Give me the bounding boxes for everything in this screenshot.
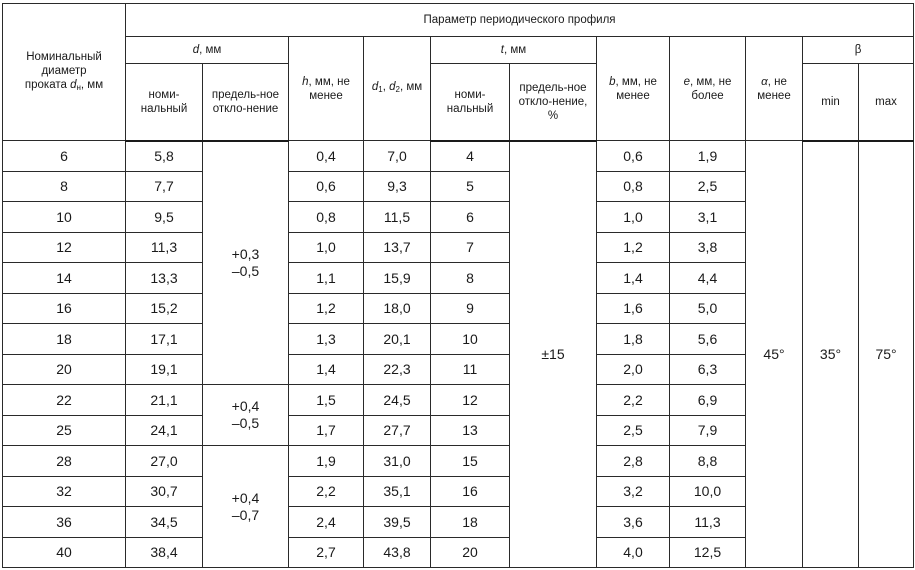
header-d-nominal: номи-нальный bbox=[126, 64, 203, 141]
cell-h: 1,0 bbox=[289, 232, 364, 263]
cell-e: 5,6 bbox=[670, 324, 746, 355]
cell-d-nominal: 17,1 bbox=[126, 324, 203, 355]
cell-d-nominal: 9,5 bbox=[126, 202, 203, 233]
cell-t-nominal: 4 bbox=[431, 141, 510, 172]
cell-b: 2,0 bbox=[597, 354, 670, 385]
cell-e: 2,5 bbox=[670, 171, 746, 202]
cell-t-nominal: 5 bbox=[431, 171, 510, 202]
cell-e: 6,9 bbox=[670, 385, 746, 416]
cell-h: 2,7 bbox=[289, 537, 364, 568]
header-alpha: α, не менее bbox=[746, 37, 803, 141]
header-t-nominal: номи-нальный bbox=[431, 64, 510, 141]
cell-nominal-diameter: 14 bbox=[3, 263, 126, 294]
cell-nominal-diameter: 16 bbox=[3, 293, 126, 324]
header-beta-min: min bbox=[803, 64, 859, 141]
cell-b: 1,8 bbox=[597, 324, 670, 355]
cell-nominal-diameter: 25 bbox=[3, 415, 126, 446]
cell-t-nominal: 10 bbox=[431, 324, 510, 355]
header-profile-group: Параметр периодического профиля bbox=[126, 4, 914, 37]
cell-b: 1,0 bbox=[597, 202, 670, 233]
cell-d1-d2: 39,5 bbox=[364, 507, 431, 538]
table-row bbox=[3, 141, 914, 172]
cell-d1-d2: 15,9 bbox=[364, 263, 431, 294]
cell-d-nominal: 19,1 bbox=[126, 354, 203, 385]
cell-b: 2,2 bbox=[597, 385, 670, 416]
cell-b: 0,8 bbox=[597, 171, 670, 202]
header-e: e, мм, не более bbox=[670, 37, 746, 141]
header-beta-max: max bbox=[859, 64, 914, 141]
cell-d-nominal: 38,4 bbox=[126, 537, 203, 568]
cell-nominal-diameter: 40 bbox=[3, 537, 126, 568]
cell-b: 1,6 bbox=[597, 293, 670, 324]
cell-d1-d2: 43,8 bbox=[364, 537, 431, 568]
cell-b: 1,2 bbox=[597, 232, 670, 263]
cell-b: 3,6 bbox=[597, 507, 670, 538]
cell-d-nominal: 7,7 bbox=[126, 171, 203, 202]
cell-h: 0,8 bbox=[289, 202, 364, 233]
table-body bbox=[3, 141, 914, 568]
cell-d1-d2: 11,5 bbox=[364, 202, 431, 233]
cell-h: 0,4 bbox=[289, 141, 364, 172]
cell-nominal-diameter: 22 bbox=[3, 385, 126, 416]
cell-alpha: 45° bbox=[746, 141, 803, 568]
cell-nominal-diameter: 36 bbox=[3, 507, 126, 538]
cell-d-nominal: 11,3 bbox=[126, 232, 203, 263]
cell-t-nominal: 11 bbox=[431, 354, 510, 385]
cell-e: 8,8 bbox=[670, 446, 746, 477]
cell-t-nominal: 8 bbox=[431, 263, 510, 294]
profile-parameters-table bbox=[2, 3, 914, 568]
cell-d1-d2: 9,3 bbox=[364, 171, 431, 202]
cell-h: 1,9 bbox=[289, 446, 364, 477]
cell-d-nominal: 5,8 bbox=[126, 141, 203, 172]
cell-d-nominal: 13,3 bbox=[126, 263, 203, 294]
header-t-tolerance: предель-ное откло-нение, % bbox=[510, 64, 597, 141]
cell-nominal-diameter: 10 bbox=[3, 202, 126, 233]
cell-b: 2,8 bbox=[597, 446, 670, 477]
cell-beta-min: 35° bbox=[803, 141, 859, 568]
cell-d1-d2: 24,5 bbox=[364, 385, 431, 416]
cell-t-nominal: 7 bbox=[431, 232, 510, 263]
cell-b: 1,4 bbox=[597, 263, 670, 294]
cell-e: 3,1 bbox=[670, 202, 746, 233]
cell-t-nominal: 13 bbox=[431, 415, 510, 446]
cell-d1-d2: 27,7 bbox=[364, 415, 431, 446]
header-d1-d2: $d_1$, $d_2$, мм bbox=[364, 37, 431, 141]
header-nominal-diameter: Номинальный диаметр проката $d_н$, мм bbox=[3, 4, 126, 141]
cell-h: 1,1 bbox=[289, 263, 364, 294]
cell-d1-d2: 22,3 bbox=[364, 354, 431, 385]
cell-d-tolerance: +0,3 –0,5 bbox=[203, 141, 289, 385]
cell-beta-max: 75° bbox=[859, 141, 914, 568]
cell-b: 0,6 bbox=[597, 141, 670, 172]
cell-d-nominal: 21,1 bbox=[126, 385, 203, 416]
cell-e: 1,9 bbox=[670, 141, 746, 172]
cell-d1-d2: 35,1 bbox=[364, 476, 431, 507]
cell-h: 2,2 bbox=[289, 476, 364, 507]
header-d: d, мм bbox=[126, 37, 289, 64]
cell-t-nominal: 16 bbox=[431, 476, 510, 507]
cell-d-nominal: 24,1 bbox=[126, 415, 203, 446]
cell-e: 11,3 bbox=[670, 507, 746, 538]
cell-nominal-diameter: 28 bbox=[3, 446, 126, 477]
cell-d1-d2: 18,0 bbox=[364, 293, 431, 324]
cell-b: 3,2 bbox=[597, 476, 670, 507]
cell-t-nominal: 12 bbox=[431, 385, 510, 416]
cell-h: 1,3 bbox=[289, 324, 364, 355]
cell-t-nominal: 15 bbox=[431, 446, 510, 477]
cell-nominal-diameter: 32 bbox=[3, 476, 126, 507]
cell-h: 2,4 bbox=[289, 507, 364, 538]
cell-h: 1,4 bbox=[289, 354, 364, 385]
header-d-tolerance: предель-ное откло-нение bbox=[203, 64, 289, 141]
cell-b: 2,5 bbox=[597, 415, 670, 446]
cell-e: 3,8 bbox=[670, 232, 746, 263]
cell-d-nominal: 27,0 bbox=[126, 446, 203, 477]
cell-t-nominal: 20 bbox=[431, 537, 510, 568]
cell-d1-d2: 13,7 bbox=[364, 232, 431, 263]
header-b: b, мм, не менее bbox=[597, 37, 670, 141]
cell-d1-d2: 31,0 bbox=[364, 446, 431, 477]
cell-e: 4,4 bbox=[670, 263, 746, 294]
header-beta: β bbox=[803, 37, 914, 64]
cell-d-nominal: 15,2 bbox=[126, 293, 203, 324]
cell-d-nominal: 34,5 bbox=[126, 507, 203, 538]
cell-e: 5,0 bbox=[670, 293, 746, 324]
cell-d-tolerance: +0,4 –0,5 bbox=[203, 385, 289, 446]
cell-nominal-diameter: 12 bbox=[3, 232, 126, 263]
cell-e: 6,3 bbox=[670, 354, 746, 385]
cell-e: 7,9 bbox=[670, 415, 746, 446]
cell-h: 1,7 bbox=[289, 415, 364, 446]
cell-nominal-diameter: 20 bbox=[3, 354, 126, 385]
cell-t-nominal: 6 bbox=[431, 202, 510, 233]
cell-nominal-diameter: 18 bbox=[3, 324, 126, 355]
cell-d-nominal: 30,7 bbox=[126, 476, 203, 507]
cell-h: 1,2 bbox=[289, 293, 364, 324]
cell-d1-d2: 20,1 bbox=[364, 324, 431, 355]
header-h: h, мм, не менее bbox=[289, 37, 364, 141]
cell-e: 10,0 bbox=[670, 476, 746, 507]
header-t: t, мм bbox=[431, 37, 597, 64]
cell-d1-d2: 7,0 bbox=[364, 141, 431, 172]
cell-t-tolerance: ±15 bbox=[510, 141, 597, 568]
cell-d-tolerance: +0,4 –0,7 bbox=[203, 446, 289, 568]
cell-t-nominal: 9 bbox=[431, 293, 510, 324]
cell-nominal-diameter: 8 bbox=[3, 171, 126, 202]
cell-nominal-diameter: 6 bbox=[3, 141, 126, 172]
cell-t-nominal: 18 bbox=[431, 507, 510, 538]
cell-e: 12,5 bbox=[670, 537, 746, 568]
cell-h: 1,5 bbox=[289, 385, 364, 416]
cell-b: 4,0 bbox=[597, 537, 670, 568]
cell-h: 0,6 bbox=[289, 171, 364, 202]
